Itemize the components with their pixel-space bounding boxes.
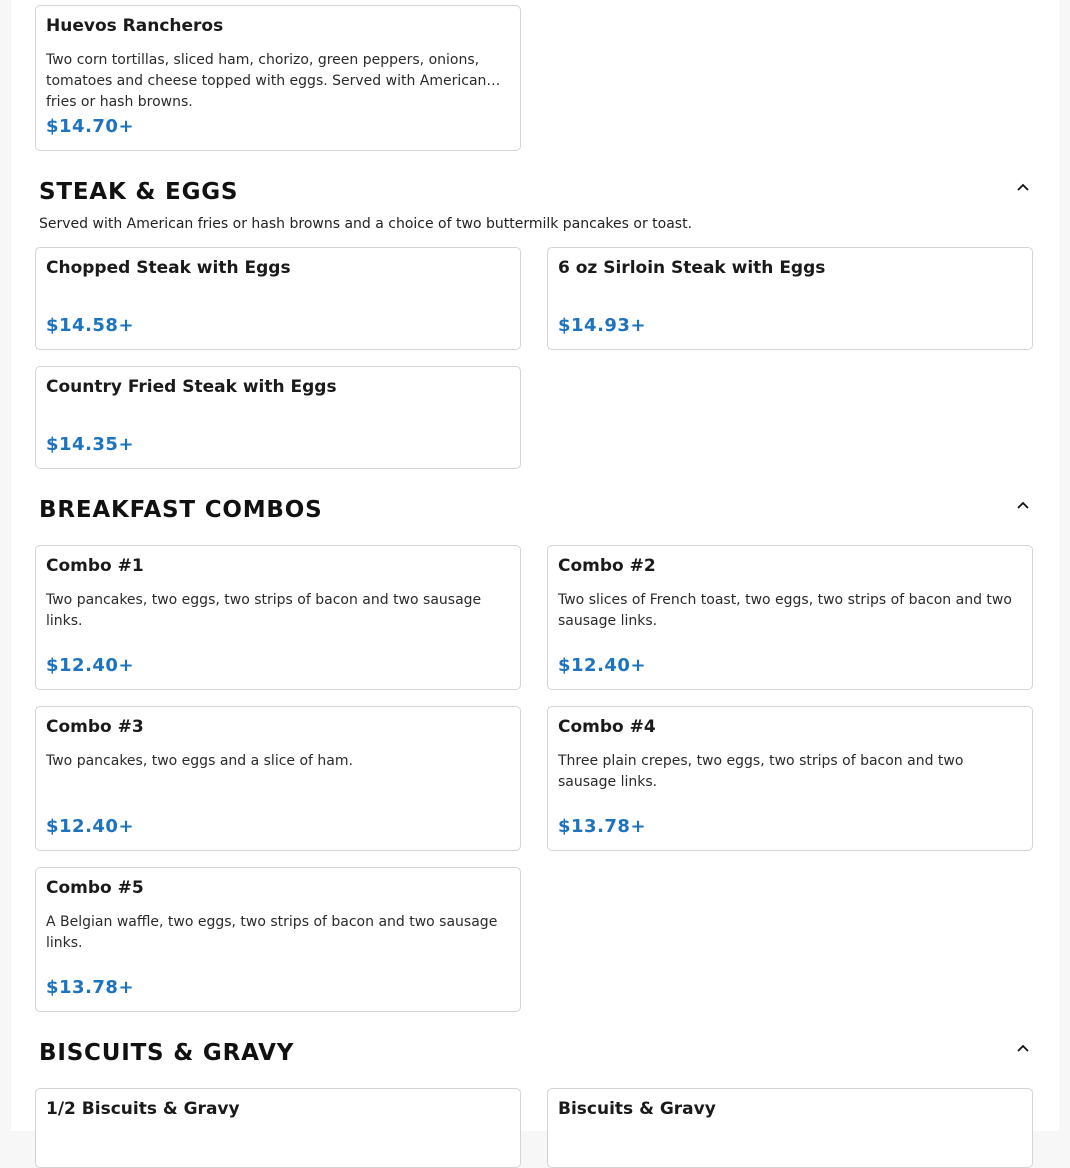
menu-item-price: $14.58+: [46, 315, 135, 336]
section-title: STEAK & EGGS: [39, 179, 239, 205]
menu-item-name: Combo #1: [46, 556, 144, 576]
menu-item-name: Combo #2: [558, 556, 656, 576]
menu-item-name: Huevos Rancheros: [46, 16, 224, 36]
menu-item-name: Country Fried Steak with Eggs: [46, 377, 337, 397]
menu-item-description: Two pancakes, two eggs and a slice of ham.: [46, 753, 353, 769]
chevron-up-icon: [1016, 498, 1030, 512]
menu-item-price: $14.35+: [46, 434, 135, 455]
menu-item-name: Combo #3: [46, 717, 144, 737]
menu-item-price: $14.70+: [46, 116, 135, 137]
menu-item-card[interactable]: [35, 545, 521, 690]
menu-item-name: Chopped Steak with Eggs: [46, 258, 291, 278]
menu-item-description: Three plain crepes, two eggs, two strips of bacon and two sausage links.: [558, 753, 964, 790]
menu-item-price: $13.78+: [558, 816, 647, 837]
menu-item-name: 1/2 Biscuits & Gravy: [46, 1099, 240, 1119]
chevron-up-icon: [1016, 180, 1030, 194]
menu-section-breakfast-combos: [35, 492, 1034, 1014]
menu-item-card[interactable]: [35, 366, 521, 469]
menu-item-description: A Belgian waffle, two eggs, two strips of bacon and two sausage links.: [46, 914, 498, 951]
menu-item-name: Combo #5: [46, 878, 144, 898]
menu-page: [11, 0, 1059, 1131]
menu-item-price: $13.78+: [46, 977, 135, 998]
menu-item-price: $14.93+: [558, 315, 647, 336]
menu-item-description: Two pancakes, two eggs, two strips of bacon and two sausage links.: [46, 592, 482, 629]
menu-item-card[interactable]: [35, 5, 521, 151]
menu-item-description: Two slices of French toast, two eggs, two strips of bacon and two sausage links.: [558, 592, 1012, 629]
section-subtitle: Served with American fries or hash browns and a choice of two buttermilk pancakes or toast.: [39, 216, 693, 232]
collapse-section-button[interactable]: [1012, 1037, 1034, 1059]
chevron-up-icon: [1016, 1041, 1030, 1055]
menu-item-name: Combo #4: [558, 717, 656, 737]
menu-item-name: 6 oz Sirloin Steak with Eggs: [558, 258, 826, 278]
collapse-section-button[interactable]: [1012, 176, 1034, 198]
section-title: BREAKFAST COMBOS: [39, 497, 323, 523]
menu-item-card[interactable]: [35, 247, 521, 350]
section-title: BISCUITS & GRAVY: [39, 1040, 295, 1066]
menu-item-card[interactable]: [547, 545, 1033, 690]
menu-section-biscuits-gravy: [35, 1035, 1034, 1131]
section-header: [35, 174, 1034, 210]
section-header: [35, 1035, 1034, 1071]
section-header: [35, 492, 1034, 528]
menu-item-price: $12.40+: [558, 655, 647, 676]
collapse-section-button[interactable]: [1012, 494, 1034, 516]
menu-item-card[interactable]: [35, 706, 521, 851]
menu-item-card[interactable]: [547, 247, 1033, 350]
menu-item-price: $12.40+: [46, 816, 135, 837]
menu-section-steak-eggs: [35, 174, 1034, 470]
menu-item-description: Two corn tortillas, sliced ham, chorizo, green peppers, onions, tomatoes and cheese topped with eggs. Served with American fries or hash browns.: [46, 52, 487, 110]
menu-item-price: $12.40+: [46, 655, 135, 676]
menu-item-card[interactable]: [547, 1088, 1033, 1168]
menu-item-card[interactable]: [547, 706, 1033, 851]
menu-item-card[interactable]: [35, 867, 521, 1012]
menu-item-card[interactable]: [35, 1088, 521, 1168]
menu-item-name: Biscuits & Gravy: [558, 1099, 716, 1119]
